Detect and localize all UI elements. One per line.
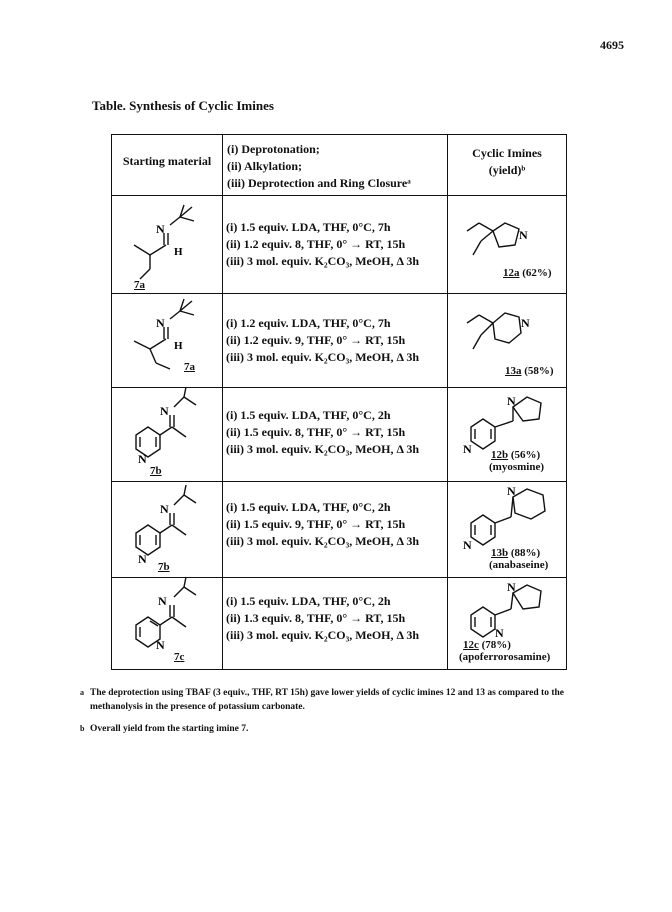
svg-text:N: N: [507, 580, 516, 594]
header-conditions: (i) Deprotonation; (ii) Alkylation; (iii) Deprotection and Ring Closureᵃ: [227, 142, 411, 190]
svg-text:N: N: [463, 538, 472, 552]
starting-material-structure: [112, 481, 222, 577]
reaction-conditions: (i) 1.5 equiv. LDA, THF, 0°C, 7h (ii) 1.2 equiv. 8, THF, 0° → RT, 15h (iii) 3 mol. equiv. K₂CO₃, MeOH, Δ 3h: [226, 220, 420, 268]
structure-7b: [112, 387, 222, 481]
reaction-conditions: (i) 1.5 equiv. LDA, THF, 0°C, 2h (ii) 1.3 equiv. 8, THF, 0° → RT, 15h (iii) 3 mol. equiv. K₂CO₃, MeOH, Δ 3h: [226, 594, 420, 642]
structure-7c: [112, 577, 222, 669]
structure-13b: [449, 483, 567, 552]
page-number: 4695: [600, 38, 624, 52]
reaction-conditions: (i) 1.5 equiv. LDA, THF, 0°C, 2h (ii) 1.5 equiv. 9, THF, 0° → RT, 15h (iii) 3 mol. equiv. K₂CO₃, MeOH, Δ 3h: [226, 500, 420, 548]
product-structure: [449, 303, 567, 383]
starting-material-structure: [112, 577, 222, 669]
svg-text:N: N: [138, 552, 147, 566]
row-divider: [112, 481, 566, 482]
table-row: [112, 295, 566, 387]
svg-text:N: N: [160, 502, 169, 516]
product-name: (apoferrorosamine): [459, 651, 551, 663]
starting-material-structure: [112, 203, 222, 293]
svg-text:N: N: [507, 394, 516, 408]
structure-7a: [112, 203, 222, 293]
header-cyclic-imines: Cyclic Imines (yield)ᵇ: [472, 146, 542, 177]
svg-text:N: N: [507, 484, 516, 498]
product-structure: [449, 579, 567, 669]
svg-text:N: N: [156, 222, 165, 236]
imine-table: [111, 134, 567, 670]
product-structure: [449, 209, 567, 289]
svg-text:N: N: [138, 452, 147, 466]
row-divider: [112, 387, 566, 388]
svg-text:N: N: [158, 594, 167, 608]
header-starting-material: Starting material: [122, 154, 212, 168]
structure-12a: [449, 209, 567, 265]
structure-7a: [112, 295, 222, 387]
starting-material-label: 7c: [174, 651, 185, 663]
structure-12c: [449, 579, 567, 639]
footnote-a: a The deprotection using TBAF (3 equiv., THF, RT 15h) gave lower yields of cyclic imines 12 and 13 as compared to the methanolysis in the presence of potassium carbonate.: [80, 688, 564, 712]
header-divider: [112, 195, 566, 196]
reaction-conditions: (i) 1.2 equiv. LDA, THF, 0°C, 7h (ii) 1.2 equiv. 9, THF, 0° → RT, 15h (iii) 3 mol. equiv. K₂CO₃, MeOH, Δ 3h: [226, 316, 420, 364]
starting-material-label: 7b: [150, 465, 162, 477]
product-label: 12c (78%): [463, 639, 511, 651]
table-row: [112, 481, 566, 577]
product-label: 12b (56%): [491, 449, 541, 461]
table-row: [112, 203, 566, 293]
product-structure: [449, 389, 567, 479]
row-divider: [112, 293, 566, 294]
svg-text:N: N: [463, 442, 472, 456]
table-caption: Table. Synthesis of Cyclic Imines: [92, 98, 274, 113]
reaction-conditions: (i) 1.5 equiv. LDA, THF, 0°C, 2h (ii) 1.5 equiv. 8, THF, 0° → RT, 15h (iii) 3 mol. equiv. K₂CO₃, MeOH, Δ 3h: [226, 408, 420, 456]
product-label: 13b (88%): [491, 547, 541, 559]
table-row: [112, 577, 566, 669]
starting-material-label: 7a: [184, 361, 195, 373]
starting-material-label: 7a: [134, 279, 145, 291]
starting-material-structure: [112, 387, 222, 481]
table-row: [112, 387, 566, 481]
svg-text:H: H: [174, 246, 183, 258]
structure-13a: [449, 303, 567, 365]
svg-text:N: N: [495, 626, 504, 640]
row-divider: [112, 577, 566, 578]
product-label: 12a (62%): [503, 267, 552, 279]
svg-text:N: N: [156, 316, 165, 330]
svg-text:N: N: [519, 228, 528, 242]
svg-text:H: H: [174, 340, 183, 352]
footnote-b: b Overall yield from the starting imine 7.: [80, 724, 249, 734]
product-structure: [449, 483, 567, 575]
product-name: (myosmine): [489, 461, 544, 473]
svg-text:N: N: [156, 638, 165, 652]
product-name: (anabaseine): [489, 559, 549, 571]
svg-text:N: N: [521, 316, 530, 330]
starting-material-label: 7b: [158, 561, 170, 573]
svg-text:N: N: [160, 404, 169, 418]
product-label: 13a (58%): [505, 365, 554, 377]
starting-material-structure: [112, 295, 222, 387]
